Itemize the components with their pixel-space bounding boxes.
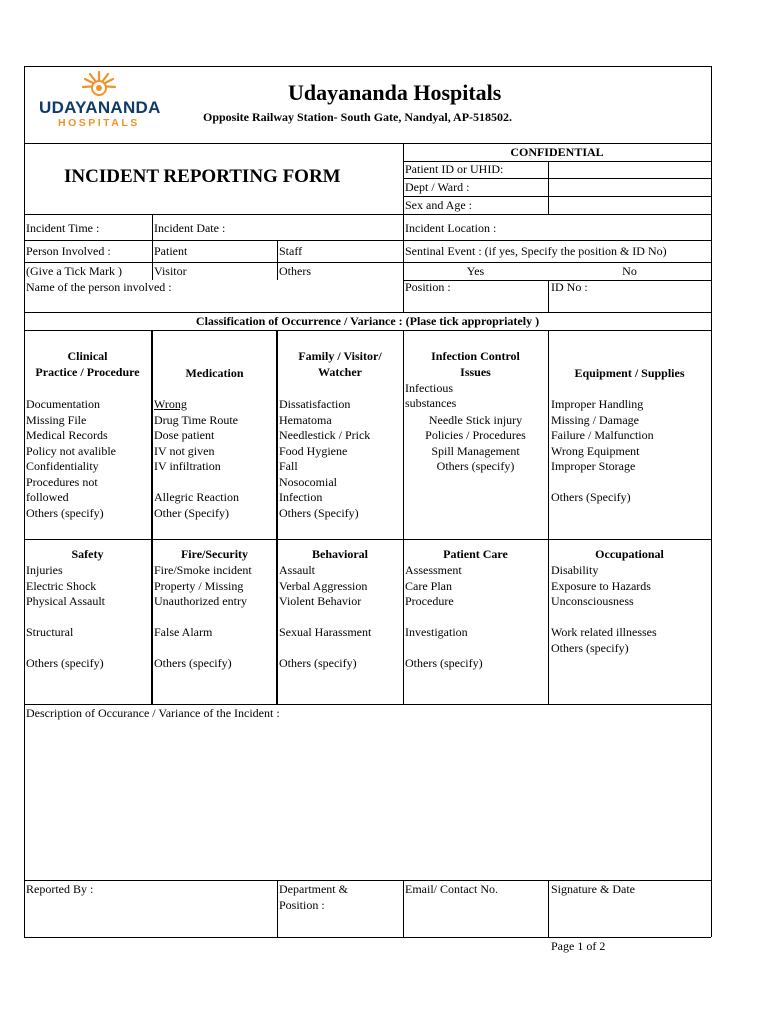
list-item[interactable]: Fire/Smoke incident [154, 563, 252, 577]
department-position-label [279, 882, 348, 913]
form-title: INCIDENT REPORTING FORM [64, 166, 341, 187]
list-item[interactable]: Structural [26, 625, 74, 639]
list-item[interactable]: IV not given [154, 444, 215, 458]
classification-heading: Classification of Occurrence / Variance : (Plase tick appropriately ) [195, 314, 540, 328]
list-item[interactable]: Assault [279, 563, 315, 577]
list-item[interactable]: False Alarm [154, 625, 213, 639]
list-item[interactable]: Wrong Equipment [551, 444, 640, 458]
family-header-line2: Watcher [318, 364, 362, 379]
equipment-header: Equipment / Supplies [574, 366, 685, 380]
logo-brand: UDAYANANDA [39, 98, 161, 117]
list-item[interactable]: Failure / Malfunction [551, 428, 654, 442]
signature-date-label: Signature & Date [551, 882, 635, 896]
sentinal-yes-option[interactable]: Yes [466, 264, 485, 278]
list-item[interactable]: Policies / Procedures [425, 428, 526, 442]
list-item[interactable]: Drug Time Route [154, 413, 239, 427]
list-item[interactable]: Others (specify) [405, 656, 483, 670]
person-name-label: Name of the person involved : [26, 280, 172, 294]
family-header-line1: Family / Visitor/ [298, 349, 382, 363]
list-item[interactable]: Allegric Reaction [154, 490, 239, 504]
infection-header-line2: Issues [460, 364, 491, 379]
dept-ward-label: Dept / Ward : [405, 180, 470, 194]
list-item[interactable]: Hematoma [279, 413, 332, 427]
list-item[interactable]: IV infiltration [154, 459, 221, 473]
list-item[interactable]: Unauthorized entry [154, 594, 247, 608]
list-item[interactable]: Electric Shock [26, 579, 97, 593]
fire-security-header: Fire/Security [180, 547, 249, 561]
visitor-option[interactable]: Visitor [154, 264, 187, 278]
list-item[interactable]: Needle Stick injury [428, 413, 523, 427]
list-item[interactable]: followed [26, 490, 69, 504]
list-item[interactable]: Care Plan [405, 579, 452, 593]
list-item[interactable]: Others (Specify) [551, 490, 631, 504]
list-item[interactable]: substances [405, 396, 457, 410]
hospital-logo [36, 70, 166, 136]
list-item[interactable]: Physical Assault [26, 594, 106, 608]
list-item[interactable]: Property / Missing [154, 579, 244, 593]
sentinal-event-label: Sentinal Event : (if yes, Specify the position & ID No) [405, 244, 667, 258]
list-item[interactable]: Verbal Aggression [279, 579, 368, 593]
list-item[interactable]: Others (specify) [26, 506, 104, 520]
list-item[interactable]: Fall [279, 459, 298, 473]
list-item[interactable]: Sexual Harassment [279, 625, 372, 639]
department-label-line2: Position : [279, 897, 325, 912]
list-item[interactable]: Nosocomial [279, 475, 337, 489]
infection-header-line1: Infection Control [431, 349, 520, 363]
clinical-header-line2: Practice / Procedure [35, 364, 140, 379]
occupational-header: Occupational [595, 547, 664, 561]
list-item[interactable]: Spill Management [431, 444, 520, 458]
list-item[interactable]: Wrong [154, 397, 187, 411]
list-item[interactable]: Unconsciousness [551, 594, 634, 608]
incident-time-label: Incident Time : [26, 221, 100, 235]
page-title: Udayananda Hospitals [288, 80, 502, 105]
list-item[interactable]: Procedure [405, 594, 454, 608]
sex-age-field[interactable] [549, 197, 710, 213]
patient-id-label: Patient ID or UHID: [405, 162, 504, 176]
clinical-header-line1: Clinical [67, 349, 108, 363]
list-item[interactable]: Policy not avalible [26, 444, 116, 458]
list-item[interactable]: Infection [279, 490, 323, 504]
page-number: Page 1 of 2 [551, 939, 606, 953]
patient-option[interactable]: Patient [154, 244, 188, 258]
list-item[interactable]: Missing / Damage [551, 413, 639, 427]
list-item[interactable]: Needlestick / Prick [279, 428, 371, 442]
list-item[interactable]: Confidentiality [26, 459, 99, 473]
family-visitor-header [277, 349, 403, 380]
list-item[interactable]: Exposure to Hazards [551, 579, 651, 593]
list-item[interactable]: Violent Behavior [279, 594, 362, 608]
staff-option[interactable]: Staff [279, 244, 303, 258]
medication-header: Medication [185, 366, 244, 380]
list-item[interactable]: Missing File [26, 413, 87, 427]
incident-date-label: Incident Date : [154, 221, 226, 235]
list-item[interactable]: Others (specify) [154, 656, 232, 670]
list-item[interactable]: Others (specify) [279, 656, 357, 670]
list-item[interactable]: Assessment [405, 563, 462, 577]
list-item[interactable]: Investigation [405, 625, 468, 639]
id-no-label: ID No : [551, 280, 588, 294]
others-option[interactable]: Others [279, 264, 311, 278]
list-item[interactable]: Documentation [26, 397, 100, 411]
email-contact-label: Email/ Contact No. [405, 882, 498, 896]
patient-id-field[interactable] [549, 162, 710, 177]
logo-sub: HOSPITALS [58, 117, 140, 129]
safety-header: Safety [71, 547, 104, 561]
list-item[interactable]: Medical Records [26, 428, 108, 442]
clinical-header [24, 349, 151, 380]
sex-age-label: Sex and Age : [405, 198, 472, 212]
list-item[interactable]: Others (specify) [436, 459, 515, 473]
infection-control-header [403, 349, 548, 380]
list-item[interactable]: Procedures not [26, 475, 98, 489]
person-involved-label: Person Involved : [26, 244, 111, 258]
position-label: Position : [405, 280, 451, 294]
behavioral-header: Behavioral [312, 547, 368, 561]
list-item[interactable]: Improper Storage [551, 459, 636, 473]
incident-location-label: Incident Location : [405, 221, 497, 235]
list-item[interactable]: Improper Handling [551, 397, 644, 411]
dept-ward-field[interactable] [549, 179, 710, 195]
description-label: Description of Occurance / Variance of the Incident : [26, 706, 280, 720]
list-item[interactable]: Others (Specify) [279, 506, 359, 520]
list-item[interactable]: Food Hygiene [279, 444, 348, 458]
list-item[interactable]: Injuries [26, 563, 63, 577]
tick-mark-hint: (Give a Tick Mark ) [26, 264, 122, 278]
list-item[interactable]: Infectious [405, 381, 453, 395]
department-label-line1: Department & [279, 882, 348, 896]
description-field[interactable] [26, 724, 709, 878]
list-item[interactable]: Dissatisfaction [279, 397, 351, 411]
sentinal-no-option[interactable]: No [622, 264, 637, 278]
list-item[interactable]: Dose patient [154, 428, 215, 442]
patient-care-header: Patient Care [443, 547, 508, 561]
confidential-label: CONFIDENTIAL [510, 145, 604, 159]
list-item[interactable]: Other (Specify) [154, 506, 229, 520]
hospital-address: Opposite Railway Station- South Gate, Nandyal, AP-518502. [203, 110, 513, 124]
list-item[interactable]: Others (specify) [551, 641, 629, 655]
list-item[interactable]: Work related illnesses [551, 625, 657, 639]
reported-by-label: Reported By : [26, 882, 94, 896]
list-item[interactable]: Others (specify) [26, 656, 104, 670]
list-item[interactable]: Disability [551, 563, 599, 577]
